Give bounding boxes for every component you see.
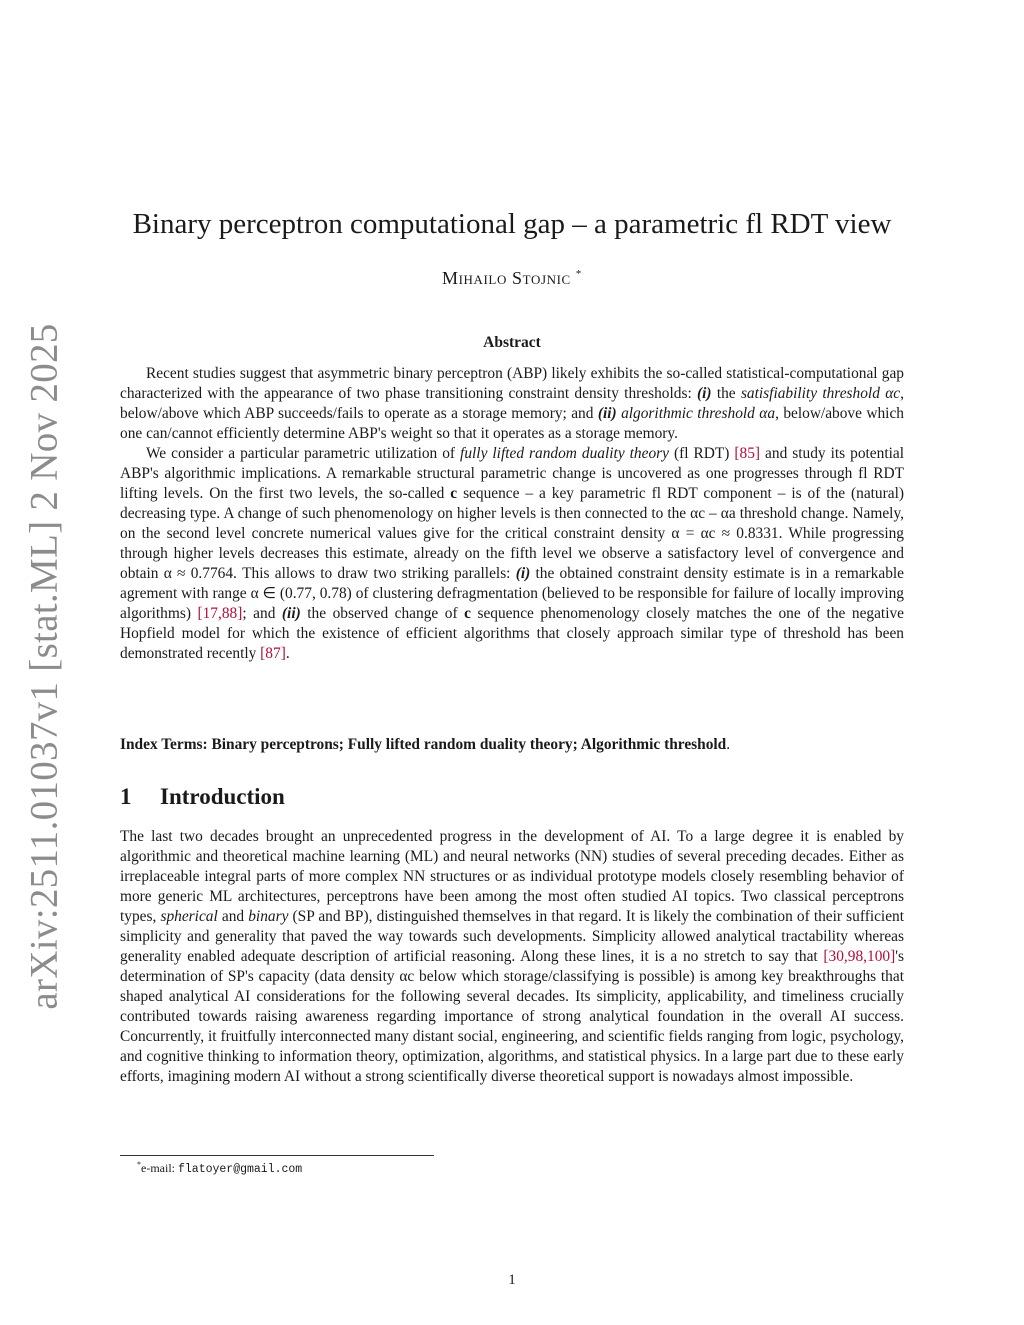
abstract-paragraph-1	[120, 364, 904, 444]
bold-symbol: c	[450, 485, 458, 502]
section-heading	[120, 784, 285, 810]
text-run: (SP and BP), distinguished themselves in that regard. It is likely the combination of their sufficient simplicity and generality that paved the way towards such developments. Simplicity allowed analytical tractability whereas generality enabled adequate description of artificial reasoning. Along these lines, it is a no stretch to say that	[120, 908, 904, 965]
footnote-label: e-mail:	[141, 1161, 178, 1175]
author-name: Mihailo Stojnic	[441, 268, 571, 288]
author-footnote-marker[interactable]: *	[575, 268, 583, 280]
enum-marker: (i)	[697, 385, 712, 402]
paper-title: Binary perceptron computational gap – a parametric fl RDT view	[132, 208, 892, 240]
emphasis-term: fully lifted random duality theory	[460, 445, 669, 462]
text-run: .	[285, 645, 290, 662]
emphasis-term: binary	[248, 908, 289, 925]
text-run: the observed change of	[300, 605, 465, 622]
bold-symbol: c	[464, 605, 471, 622]
text-run: The last two decades brought an unprecedented progress in the development of AI. To a large degree it is enabled by algorithmic and theoretical machine learning (ML) and neural networks (NN) studies of several preceding decades. Either as irreplaceable integral parts of more complex NN structures or as individual prototype models closely resembling behavior of more generic ML architectures, perceptrons have been among the most often studied AI topics. Two classical perceptrons types,	[120, 828, 904, 925]
math-symbol: αc	[885, 385, 901, 402]
text-run: ; and	[242, 605, 282, 622]
citation-link[interactable]: [85]	[734, 445, 761, 462]
text-run: (fl RDT)	[668, 445, 735, 462]
index-terms-text: Index Terms: Binary perceptrons; Fully lifted random duality theory; Algorithmic threshold	[120, 736, 727, 753]
introduction-body	[120, 827, 904, 1087]
author-email-link[interactable]: flatoyer@gmail.com	[177, 1163, 303, 1176]
author-line	[0, 268, 1024, 289]
text-run: , below/above which ABP succeeds/fails to operate as a storage memory; and	[120, 385, 904, 422]
page-number: 1	[508, 1272, 516, 1288]
text-run: 's determination of SP's capacity (data density αc below which storage/classifying is possible) is among key breakthroughs that shaped analytical AI considerations for the following several decades. Its simplicity, applicability, and timeliness crucially contributed towards raising awareness regarding importance of strong analytical foundation in the overall AI success. Concurrently, it fruitfully interconnected many distant social, engineering, and scientific fields ranging from logic, psychology, and cognitive thinking to information theory, optimization, algorithms, and statistical physics. In a large part due to these early efforts, imagining modern AI without a strong scientifically diverse theoretical support is nowadays almost impossible.	[120, 948, 904, 1085]
math-symbol: αa	[759, 405, 776, 422]
emphasis-term: spherical	[160, 908, 218, 925]
index-terms	[120, 735, 904, 755]
text-run: and study its potential ABP's algorithmic implications. A remarkable structural parametric change is uncovered as one progresses through fl RDT lifting levels. On the first two levels, the so-called	[120, 445, 904, 502]
emphasis-term: algorithmic threshold	[621, 405, 755, 422]
footnote-divider	[120, 1155, 434, 1156]
enum-marker: (ii)	[597, 405, 617, 422]
text-run: We consider a particular parametric utilization of	[146, 445, 461, 462]
abstract-body	[120, 364, 904, 664]
text-run: Recent studies suggest that asymmetric binary perceptron (ABP) likely exhibits the so-called statistical-computational gap characterized with the appearance of two phase transitioning constraint density thresholds:	[120, 365, 904, 402]
text-run: the obtained constraint density estimate is in a remarkable agrement with range α ∈ (0.77, 0.78) of clustering defragmentation (believed to be responsible for failure of locally improving algorithms)	[120, 565, 905, 622]
text-run: the	[711, 385, 741, 402]
section-number: 1	[120, 784, 132, 809]
text-run: .	[726, 736, 731, 753]
enum-marker: (i)	[515, 565, 531, 582]
abstract-paragraph-2	[120, 444, 904, 664]
text-run: and	[217, 908, 249, 925]
intro-paragraph	[120, 827, 904, 1087]
citation-link[interactable]: [30,98,100]	[823, 948, 896, 965]
section-title: Introduction	[160, 784, 285, 809]
text-run: sequence phenomenology closely matches the one of the negative Hopfield model for which the existence of efficient algorithms that closely approach similar type of threshold has been demonstrated recently	[120, 605, 905, 662]
footnote-marker: *	[137, 1160, 141, 1169]
enum-marker: (ii)	[281, 605, 301, 622]
text-run: sequence – a key parametric fl RDT component – is of the (natural) decreasing type. A change of such phenomenology on higher levels is then connected to the αc – αa threshold change. Namely, on the second level concrete numerical values give for the critical constraint density α = αc ≈ 0.8331. While progressing through higher levels decreases this estimate, already on the fifth level we observe a satisfactory level of convergence and obtain α ≈ 0.7764. This allows to draw two striking parallels:	[120, 485, 904, 582]
arxiv-id: arXiv:2511.01037v1 [stat.ML] 2 Nov 2025	[22, 322, 66, 1010]
arxiv-stamp	[20, 322, 68, 1010]
abstract-heading: Abstract	[483, 334, 541, 351]
citation-link[interactable]: [87]	[260, 645, 286, 662]
citation-link[interactable]: [17,88]	[197, 605, 243, 622]
footnote	[137, 1160, 302, 1176]
text-run: , below/above which one can/cannot efficiently determine ABP's weight so that it operates as a storage memory.	[120, 405, 904, 442]
emphasis-term: satisfiability threshold	[740, 385, 880, 402]
